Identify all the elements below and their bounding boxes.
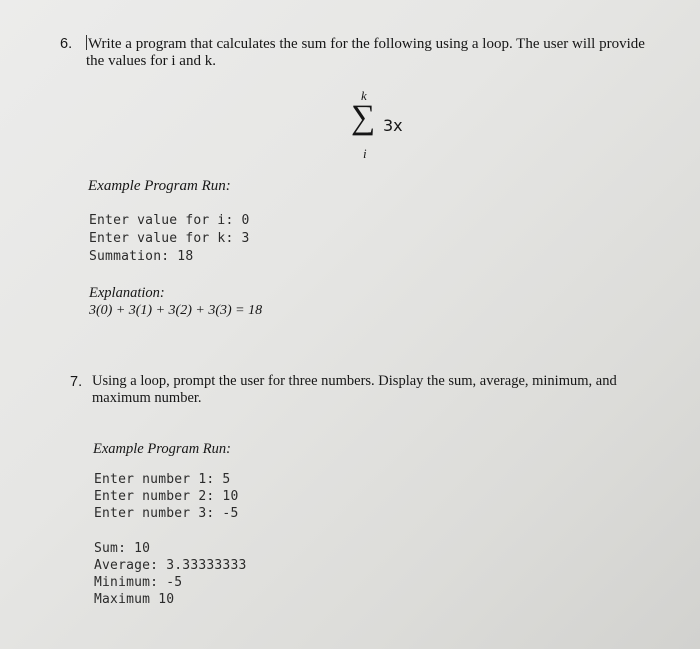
question-7-line-1: Using a loop, prompt the user for three numbers. Display the sum, average, minimum, and <box>92 373 617 389</box>
q7-run-line: Enter number 1: 5 <box>94 472 231 487</box>
q6-explanation: 3(0) + 3(1) + 3(2) + 3(3) = 18 <box>89 303 263 318</box>
question-7-line-2: maximum number. <box>92 390 202 406</box>
q7-program-outputs <box>94 540 247 608</box>
q7-program-inputs <box>94 471 238 522</box>
q6-example-heading: Example Program Run: <box>88 178 231 194</box>
sum-upper-limit: k <box>361 88 367 103</box>
q6-run-line: Enter value for k: 3 <box>89 231 250 246</box>
q7-output-line: Minimum: -5 <box>94 575 183 590</box>
question-6-number: 6. <box>60 36 73 52</box>
summation-formula <box>345 88 425 168</box>
q7-example-heading: Example Program Run: <box>93 441 231 457</box>
q7-run-line: Enter number 3: -5 <box>94 506 239 521</box>
text-cursor <box>86 35 87 50</box>
q7-output-line: Maximum 10 <box>94 592 175 607</box>
question-6-line-2: the values for i and k. <box>86 53 216 69</box>
q6-run-line: Enter value for i: 0 <box>89 213 250 228</box>
question-6-text <box>86 35 645 70</box>
question-6-line-1: Write a program that calculates the sum for the following using a loop. The user will provide <box>88 36 645 52</box>
q7-output-line: Sum: 10 <box>94 541 151 556</box>
sigma-symbol: ∑ <box>351 99 376 136</box>
q6-explanation-heading: Explanation: <box>89 285 165 301</box>
question-7-number: 7. <box>70 374 83 390</box>
q7-run-line: Enter number 2: 10 <box>94 489 239 504</box>
q6-run-line: Summation: 18 <box>89 249 194 264</box>
sum-lower-limit: i <box>363 146 367 161</box>
q7-output-line: Average: 3.33333333 <box>94 558 247 573</box>
question-7-text <box>92 373 617 407</box>
q6-program-run <box>89 212 250 266</box>
sum-expression: 3x <box>383 116 403 135</box>
